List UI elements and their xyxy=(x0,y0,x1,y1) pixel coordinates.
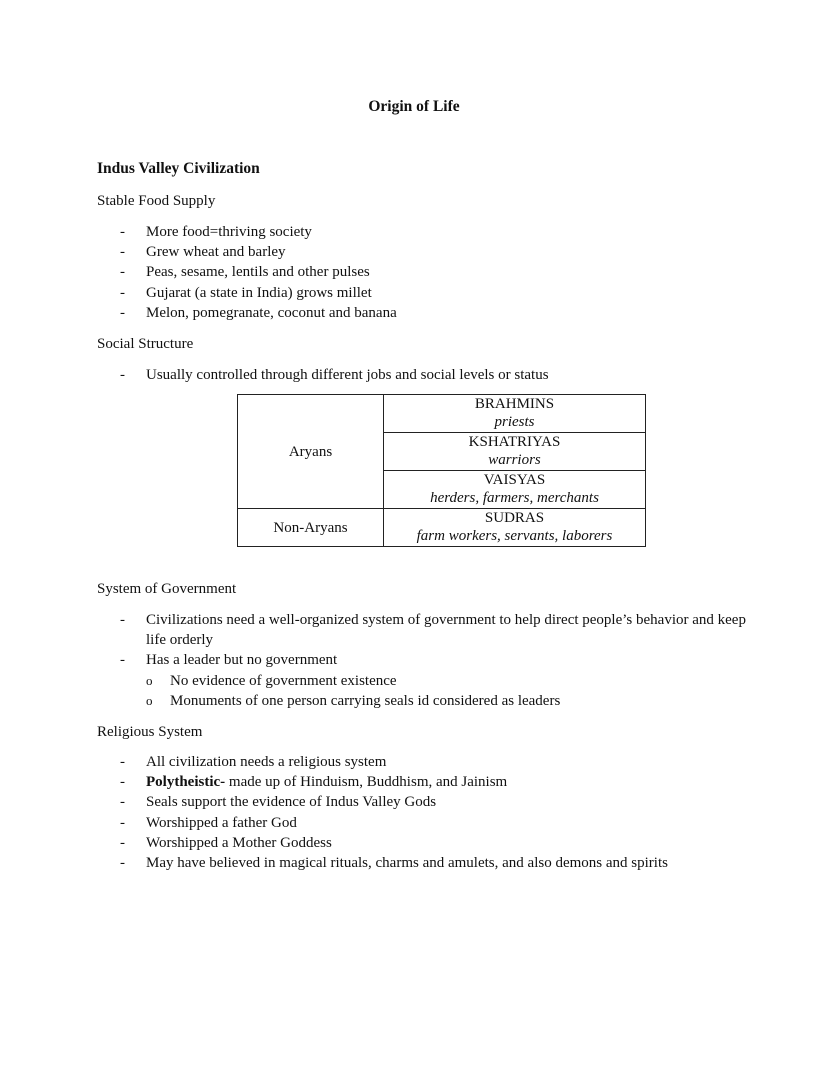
list-item: - Melon, pomegranate, coconut and banana xyxy=(120,304,397,321)
polytheistic-term: Polytheistic- xyxy=(146,774,226,791)
food-list xyxy=(120,222,760,323)
group-non-aryans: Non-Aryans xyxy=(238,509,384,547)
list-item: - More food=thriving society xyxy=(120,224,312,240)
caste-cell-brahmins: BRAHMINS priests xyxy=(384,395,646,433)
caste-cell-vaisyas: VAISYAS herders, farmers, merchants xyxy=(384,471,646,509)
list-item: - Grew wheat and barley xyxy=(120,244,286,261)
document-title: Origin of Life xyxy=(368,98,460,115)
list-item: - Worshipped a Mother Goddess xyxy=(120,834,332,851)
caste-cell-sudras: SUDRAS farm workers, servants, laborers xyxy=(384,509,646,547)
caste-table xyxy=(237,394,646,547)
list-item: - Civilizations need a well-organized system of government to help direct people’s behavior and keep life orderly xyxy=(120,612,746,649)
government-sublist xyxy=(146,671,760,711)
social-list xyxy=(120,365,760,385)
list-item: - All civilization needs a religious system xyxy=(120,754,387,770)
group-aryans: Aryans xyxy=(238,395,384,509)
food-heading: Stable Food Supply xyxy=(97,193,216,209)
government-heading: System of Government xyxy=(97,581,237,597)
social-heading: Social Structure xyxy=(97,336,194,352)
sub-list-item: o No evidence of government existence xyxy=(146,672,397,689)
list-item: - Polytheistic- made up of Hinduism, Buddhism, and Jainism xyxy=(120,774,508,791)
caste-cell-kshatriyas: KSHATRIYAS warriors xyxy=(384,433,646,471)
religion-heading: Religious System xyxy=(97,724,203,740)
section-heading: Indus Valley Civilization xyxy=(97,160,260,177)
list-item: - Usually controlled through different jobs and social levels or status xyxy=(120,367,549,383)
list-item: - Peas, sesame, lentils and other pulses xyxy=(120,264,370,281)
list-item: - Worshipped a father God xyxy=(120,814,297,831)
list-item: - Seals support the evidence of Indus Valley Gods xyxy=(120,794,437,811)
list-item: - May have believed in magical rituals, charms and amulets, and also demons and spirits xyxy=(120,855,668,872)
religion-list xyxy=(120,752,800,873)
sub-list-item: o Monuments of one person carrying seals id considered as leaders xyxy=(146,692,561,709)
list-item: - Has a leader but no government o No evidence of government existence o Monuments of one person carrying seals id considered as leaders xyxy=(120,650,760,711)
government-list xyxy=(120,610,760,711)
list-item: - Gujarat (a state in India) grows millet xyxy=(120,284,372,301)
